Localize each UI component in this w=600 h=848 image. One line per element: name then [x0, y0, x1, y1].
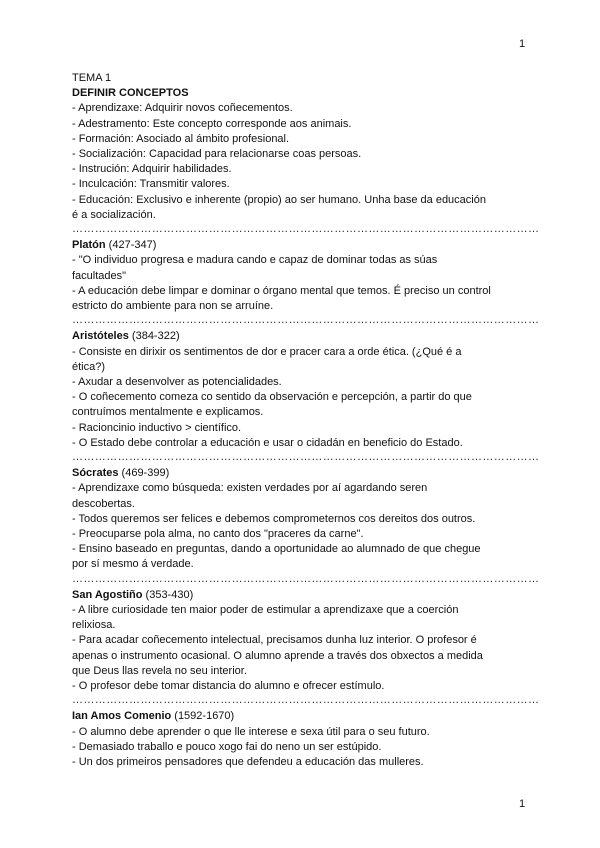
- section-heading: DEFINIR CONCEPTOS: [72, 87, 189, 100]
- dotted-separator: ……………………………………………………………………………………………………………: [72, 223, 540, 236]
- philosopher-name: Aristóteles: [72, 330, 129, 343]
- page-number-top: 1: [519, 38, 526, 50]
- dotted-separator: ……………………………………………………………………………………………………………: [72, 694, 540, 707]
- definitions-list: [72, 101, 492, 223]
- dotted-separator: ……………………………………………………………………………………………………………: [72, 572, 540, 585]
- philosophers-sections: [72, 223, 540, 770]
- philosopher-dates: (353-430): [142, 588, 194, 601]
- philosopher-point: - O alumno debe aprender o que lle interese e sexa útil para o seu futuro.: [72, 725, 430, 738]
- philosopher-point: - Demasiado traballo e pouco xogo fai do neno un ser estúpido.: [72, 740, 382, 753]
- philosopher-title: [72, 466, 492, 481]
- philosopher-dates: (1592-1670): [171, 710, 235, 723]
- philosopher-point: - Para acadar coñecemento intelectual, precisamos dunha luz interior. O profesor é apenas o instrumento ocasional. O alumno aprende a través dos obxectos a medida que Deus llas revela no seu interior.: [72, 634, 483, 677]
- philosopher-title: [72, 329, 492, 344]
- philosopher-dates: (384-322): [128, 330, 180, 343]
- definition-item: - Adestramento: Este concepto corresponde aos animais.: [72, 117, 352, 130]
- definition-item: - Socialización: Capacidad para relacionarse coas persoas.: [72, 148, 362, 161]
- philosopher-point: - Un dos primeiros pensadores que defendeu a educación das mulleres.: [72, 756, 424, 769]
- philosopher-name: Sócrates: [72, 467, 119, 480]
- philosopher-dates: (469-399): [118, 467, 170, 480]
- philosopher-name: Ian Amos Comenio: [72, 710, 172, 723]
- philosopher-point: - O coñecemento comeza co sentido da observación e percepción, a partir do que contruímos mentalmente e explicamos.: [72, 391, 472, 419]
- page-number-bottom: 1: [519, 798, 526, 810]
- definition-item: - Instrución: Adquirir habilidades.: [72, 163, 232, 176]
- philosopher-point: - Axudar a desenvolver as potencialidades.: [72, 376, 282, 389]
- philosopher-point: - Consiste en dirixir os sentimentos de dor e pracer cara a orde ética. (¿Qué é a ética?): [72, 345, 462, 373]
- philosopher-point: - "O individuo progresa e madura cando e capaz de dominar todas as súas facultades": [72, 254, 438, 282]
- definition-item: - Educación: Exclusivo e inherente (propio) ao ser humano. Unha base da educación é a socialización.: [72, 193, 486, 221]
- philosopher-dates: (427-347): [105, 239, 157, 252]
- definition-item: - Inculcación: Transmitir valores.: [72, 178, 230, 191]
- dotted-separator: ……………………………………………………………………………………………………………: [72, 451, 540, 464]
- philosopher-point: - O profesor debe tomar distancia do alumno e ofrecer estímulo.: [72, 680, 385, 693]
- philosopher-point: - Preocuparse pola alma, no canto dos "praceres da carne".: [72, 528, 364, 541]
- philosopher-point: - O Estado debe controlar a educación e usar o cidadán en beneficio do Estado.: [72, 436, 463, 449]
- philosopher-point: - A educación debe limpar e dominar o órgano mental que temos. É preciso un control estricto do ambiente para non se arruíne.: [72, 284, 491, 313]
- philosopher-title: [72, 588, 492, 603]
- document-body: [72, 71, 540, 770]
- philosopher-point: - Todos queremos ser felices e debemos comprometernos cos dereitos dos outros.: [72, 512, 476, 525]
- philosopher-point: - Ensino baseado en preguntas, dando a oportunidade ao alumnado de que chegue por sí mesmo á verdade.: [72, 543, 481, 571]
- definition-item: - Formación: Asociado al ámbito profesional.: [72, 132, 290, 145]
- philosopher-name: San Agostiño: [72, 588, 143, 601]
- topic-label: TEMA 1: [72, 72, 112, 84]
- dotted-separator: ……………………………………………………………………………………………………………: [72, 314, 540, 327]
- philosopher-point: - Aprendizaxe como búsqueda: existen verdades por aí agardando seren descobertas.: [72, 482, 428, 510]
- philosopher-point: - A libre curiosidade ten maior poder de estimular a aprendizaxe que a coerción relixiosa.: [72, 604, 459, 632]
- philosopher-name: Platón: [72, 239, 106, 252]
- philosopher-point: - Racioncinio inductivo > científico.: [72, 421, 242, 434]
- philosopher-title: [72, 709, 492, 724]
- philosopher-title: [72, 238, 492, 253]
- definition-item: - Aprendizaxe: Adquirir novos coñecementos.: [72, 102, 293, 115]
